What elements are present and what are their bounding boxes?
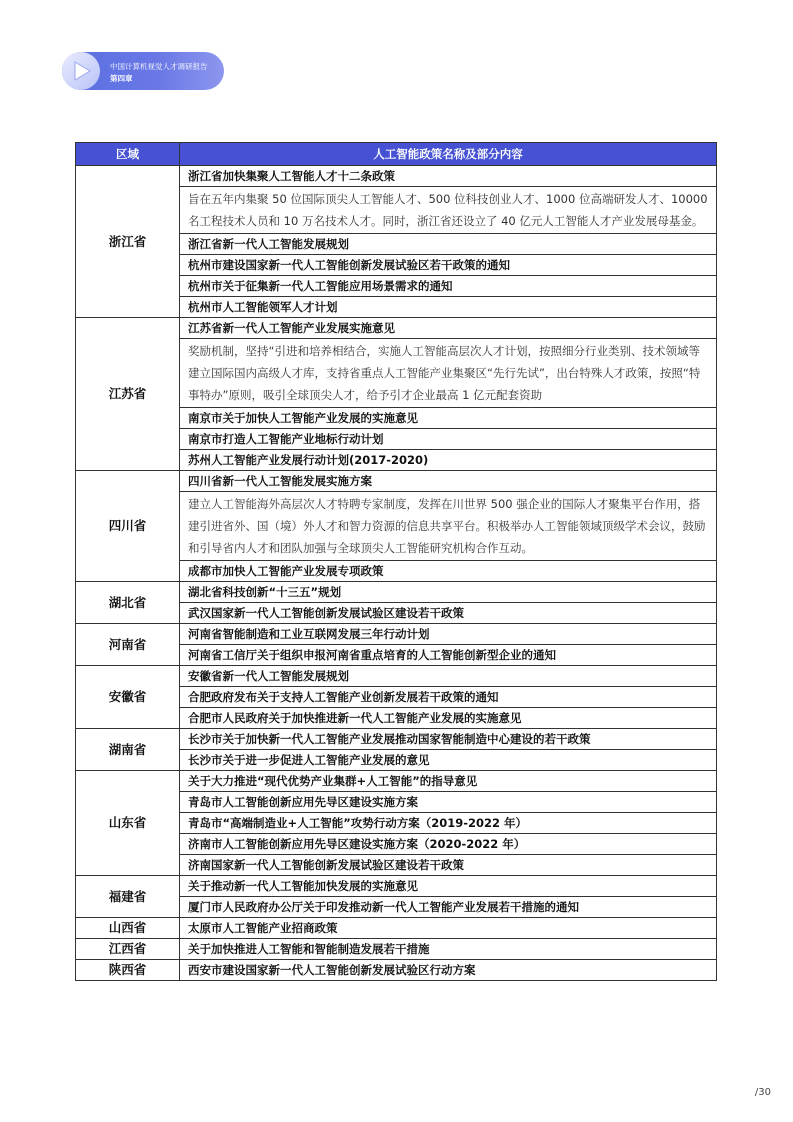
- policy-title-cell: 成都市加快人工智能产业发展专项政策: [180, 561, 717, 582]
- policy-title-cell: 河南省智能制造和工业互联网发展三年行动计划: [180, 624, 717, 645]
- policy-title-cell: 河南省工信厅关于组织申报河南省重点培育的人工智能创新型企业的通知: [180, 645, 717, 666]
- policy-title-cell: 济南市人工智能创新应用先导区建设实施方案（2020-2022 年）: [180, 834, 717, 855]
- policy-title-cell: 浙江省加快集聚人工智能人才十二条政策: [180, 166, 717, 187]
- table-row: [76, 666, 717, 687]
- table-header-row: [76, 143, 717, 166]
- policy-title-cell: 杭州市人工智能领军人才计划: [180, 297, 717, 318]
- region-cell: 河南省: [76, 624, 180, 666]
- policy-title-cell: 合肥市人民政府关于加快推进新一代人工智能产业发展的实施意见: [180, 708, 717, 729]
- policy-title-cell: 长沙市关于加快新一代人工智能产业发展推动国家智能制造中心建设的若干政策: [180, 729, 717, 750]
- policy-title-cell: 关于大力推进“现代优势产业集群+人工智能”的指导意见: [180, 771, 717, 792]
- table-row: [76, 582, 717, 603]
- region-cell: 福建省: [76, 876, 180, 918]
- table-row: [76, 318, 717, 339]
- policy-title-cell: 浙江省新一代人工智能发展规划: [180, 234, 717, 255]
- policy-description-cell: 旨在五年内集聚 50 位国际顶尖人工智能人才、500 位科技创业人才、1000 位高端研发人才、10000 名工程技术人员和 10 万名技术人才。同时，浙江省还设立了 40 亿元人工智能人才产业发展母基金。: [180, 187, 717, 234]
- region-cell: 浙江省: [76, 166, 180, 318]
- policy-title-cell: 杭州市关于征集新一代人工智能应用场景需求的通知: [180, 276, 717, 297]
- policy-title-cell: 安徽省新一代人工智能发展规划: [180, 666, 717, 687]
- region-cell: 陕西省: [76, 960, 180, 981]
- policy-title-cell: 四川省新一代人工智能发展实施方案: [180, 471, 717, 492]
- play-triangle-icon: [66, 56, 96, 86]
- region-cell: 安徽省: [76, 666, 180, 729]
- table-row: [76, 939, 717, 960]
- policy-title-cell: 长沙市关于进一步促进人工智能产业发展的意见: [180, 750, 717, 771]
- table-row: [76, 960, 717, 981]
- table-row: [76, 918, 717, 939]
- policy-title-cell: 关于推动新一代人工智能加快发展的实施意见: [180, 876, 717, 897]
- policy-title-cell: 南京市打造人工智能产业地标行动计划: [180, 429, 717, 450]
- policy-title-cell: 苏州人工智能产业发展行动计划(2017-2020): [180, 450, 717, 471]
- chapter-label: 第四章: [110, 74, 133, 83]
- region-cell: 湖南省: [76, 729, 180, 771]
- policy-title-cell: 青岛市人工智能创新应用先导区建设实施方案: [180, 792, 717, 813]
- page-number: /30: [754, 1087, 771, 1098]
- policy-title-cell: 杭州市建设国家新一代人工智能创新发展试验区若干政策的通知: [180, 255, 717, 276]
- policy-title-cell: 南京市关于加快人工智能产业发展的实施意见: [180, 408, 717, 429]
- policy-title-cell: 关于加快推进人工智能和智能制造发展若干措施: [180, 939, 717, 960]
- table-row: [76, 624, 717, 645]
- policy-title-cell: 武汉国家新一代人工智能创新发展试验区建设若干政策: [180, 603, 717, 624]
- policy-title-cell: 湖北省科技创新“十三五”规划: [180, 582, 717, 603]
- region-cell: 江西省: [76, 939, 180, 960]
- column-header-region: 区域: [76, 143, 180, 166]
- table-row: [76, 771, 717, 792]
- header-logo-circle: [62, 52, 100, 90]
- region-cell: 山东省: [76, 771, 180, 876]
- region-cell: 四川省: [76, 471, 180, 582]
- table-row: [76, 729, 717, 750]
- policy-description-cell: 建立人工智能海外高层次人才特聘专家制度，发挥在川世界 500 强企业的国际人才聚集平台作用，搭建引进省外、国（境）外人才和智力资源的信息共享平台。积极举办人工智能领域顶级学术会议，鼓励和引导省内人才和团队加强与全球顶尖人工智能研究机构合作互动。: [180, 492, 717, 561]
- policy-title-cell: 青岛市“高端制造业+人工智能”攻势行动方案（2019-2022 年）: [180, 813, 717, 834]
- policy-title-cell: 西安市建设国家新一代人工智能创新发展试验区行动方案: [180, 960, 717, 981]
- region-cell: 江苏省: [76, 318, 180, 471]
- report-title: 中国计算机视觉人才调研报告: [110, 62, 208, 71]
- column-header-policy: 人工智能政策名称及部分内容: [180, 143, 717, 166]
- policy-description-cell: 奖励机制，坚持“引进和培养相结合，实施人工智能高层次人才计划，按照细分行业类别、技术领域等建立国际国内高级人才库，支持省重点人工智能产业集聚区“先行先试”，出台特殊人才政策，按照“特事特办”原则，吸引全球顶尖人才，给予引才企业最高 1 亿元配套资助: [180, 339, 717, 408]
- table-row: [76, 166, 717, 187]
- ai-policy-table: [75, 142, 717, 981]
- policy-title-cell: 济南国家新一代人工智能创新发展试验区建设若干政策: [180, 855, 717, 876]
- table-row: [76, 471, 717, 492]
- table-row: [76, 876, 717, 897]
- region-cell: 湖北省: [76, 582, 180, 624]
- policy-title-cell: 厦门市人民政府办公厅关于印发推动新一代人工智能产业发展若干措施的通知: [180, 897, 717, 918]
- policy-title-cell: 太原市人工智能产业招商政策: [180, 918, 717, 939]
- report-header-pill: [62, 52, 224, 90]
- policy-title-cell: 合肥政府发布关于支持人工智能产业创新发展若干政策的通知: [180, 687, 717, 708]
- table-body: [76, 166, 717, 981]
- policy-title-cell: 江苏省新一代人工智能产业发展实施意见: [180, 318, 717, 339]
- region-cell: 山西省: [76, 918, 180, 939]
